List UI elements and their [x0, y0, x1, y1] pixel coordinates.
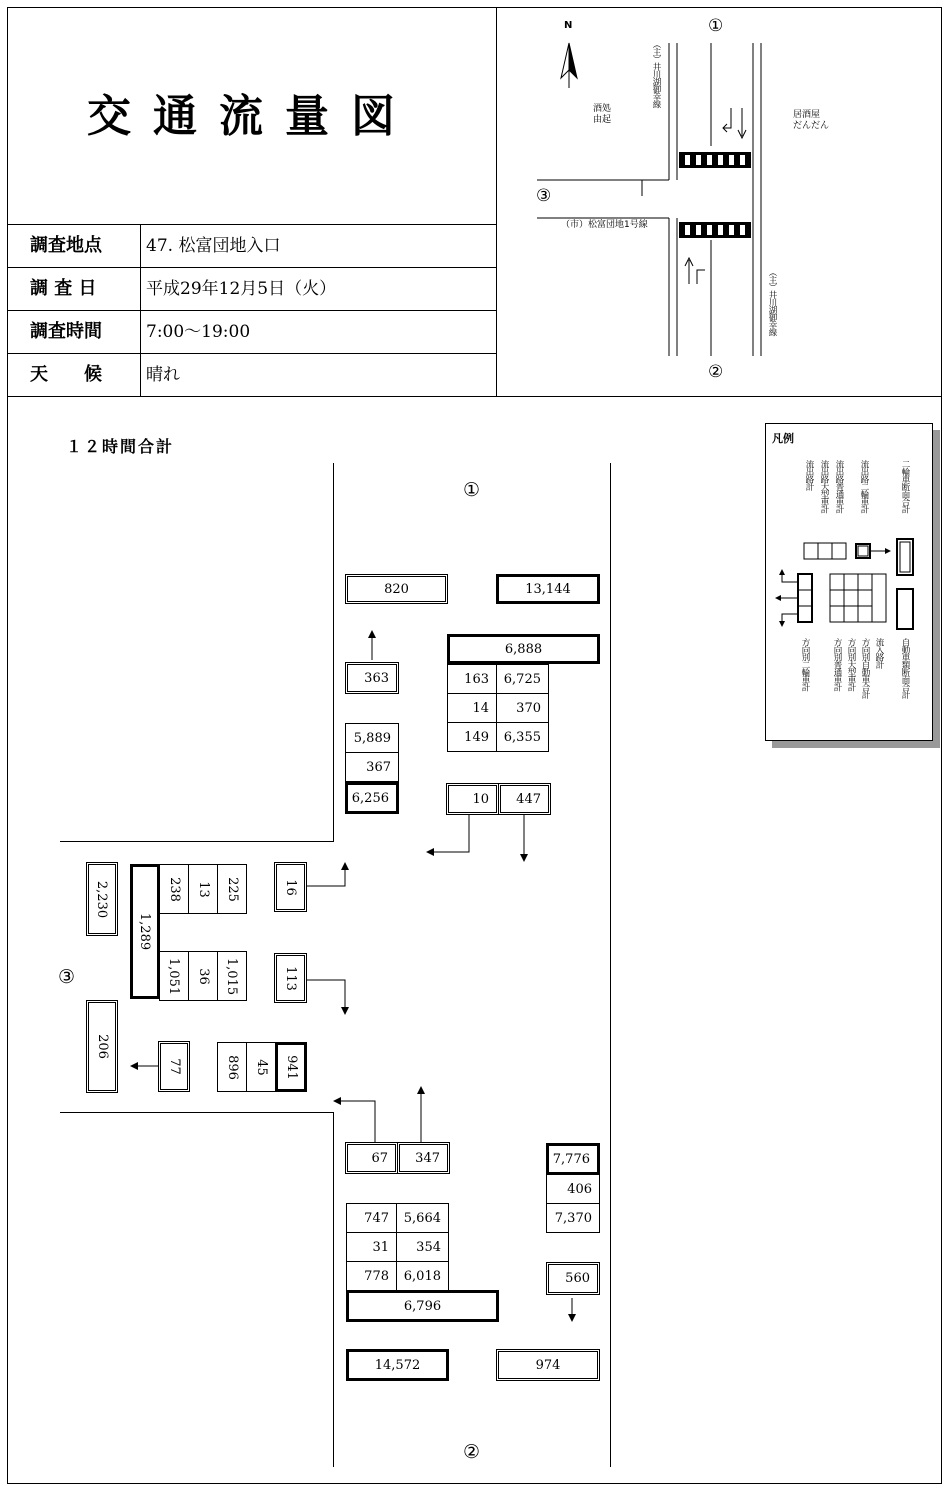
- approach-1-label: ①: [463, 479, 481, 501]
- a2-outflow-total: 7,776: [546, 1143, 600, 1175]
- a2-cell: 354: [396, 1232, 449, 1262]
- legend-panel: [765, 423, 933, 741]
- a3-cell: 36: [188, 951, 218, 1001]
- a3-cross-bike-total: 2,230: [86, 862, 118, 936]
- a2-outflow-bike-total: 974: [496, 1349, 600, 1381]
- a3-cell: 238: [159, 864, 189, 914]
- a3-cross-auto-total: 206: [86, 1000, 118, 1093]
- legend-label: 流出路大型車計: [819, 460, 829, 513]
- map-approach-1: ①: [708, 16, 724, 36]
- legend-label: 方向別大型車計: [846, 638, 856, 691]
- legend-title: 凡例: [772, 432, 794, 445]
- a1-cell: 163: [447, 664, 497, 694]
- info-label: 調査時間: [8, 311, 141, 353]
- a2-bike-down: 560: [546, 1262, 600, 1295]
- a3-bike-down: 113: [274, 953, 307, 1003]
- info-value: 7:00〜19:00: [146, 322, 251, 342]
- map-landmark-right: 居酒屋 だんだん: [793, 110, 830, 131]
- legend-label: 流入路計: [874, 638, 884, 668]
- section-title: １２時間合計: [66, 437, 175, 456]
- a2-cell: 6,018: [396, 1261, 449, 1291]
- a3-outflow-bike: 77: [158, 1041, 190, 1092]
- map-approach-3: ③: [536, 186, 552, 206]
- legend-label: 方向別普通車計: [832, 638, 842, 691]
- a3-inflow-total: 1,289: [130, 864, 160, 999]
- approach-3-label: ③: [58, 966, 76, 988]
- a2-cell: 5,664: [396, 1203, 449, 1233]
- map-road-main-bottom: （主）井川湖御幸線: [767, 268, 777, 336]
- legend-label: 流出路普通車計: [834, 460, 844, 513]
- map-approach-2: ②: [708, 362, 724, 382]
- a1-outflow-total: 6,256: [345, 782, 399, 814]
- a1-cell: 149: [447, 722, 497, 752]
- approach-2-label: ②: [463, 1441, 481, 1463]
- a1-cell: 6,355: [496, 722, 549, 752]
- a3-cell: 1,051: [159, 951, 189, 1001]
- legend-label: 自動車類断面合計: [900, 638, 910, 698]
- legend-symbols: [766, 534, 932, 634]
- legend-label: 二輪車断面合計: [900, 460, 910, 513]
- a1-turn-bike: 363: [345, 662, 399, 694]
- a2-outflow-cell: 406: [546, 1174, 600, 1204]
- a3-bike-up: 16: [274, 862, 307, 912]
- a1-cross-auto-total: 13,144: [496, 574, 600, 604]
- map-landmark-left: 酒処 由起: [593, 104, 612, 125]
- map-road-main-top: （主）井川湖御幸線: [651, 40, 661, 108]
- legend-label: 方向別二輪車計: [800, 638, 810, 691]
- legend-label: 流出路計: [804, 460, 814, 490]
- legend-label: 流出路二輪車計: [859, 460, 869, 513]
- a3-cell: 13: [188, 864, 218, 914]
- info-value: 平成29年12月5日（火）: [146, 279, 337, 299]
- legend-label: 方向別自動車合計: [860, 638, 870, 698]
- a1-dir-bike: 447: [498, 783, 551, 815]
- info-value: 晴れ: [146, 365, 180, 385]
- a2-cell: 747: [346, 1203, 397, 1233]
- a3-cell: 225: [217, 864, 247, 914]
- a3-outflow-cell: 45: [246, 1042, 276, 1092]
- a2-cross-auto-total: 14,572: [346, 1349, 449, 1381]
- info-label: 調査地点: [8, 225, 141, 267]
- a1-outflow-cell: 5,889: [345, 723, 399, 753]
- a2-dir-bike: 67: [345, 1142, 398, 1174]
- a3-outflow-cell: 896: [217, 1042, 247, 1092]
- a1-cell: 6,725: [496, 664, 549, 694]
- a1-dir-bike: 10: [446, 783, 499, 815]
- a2-inflow-total: 6,796: [346, 1290, 499, 1322]
- map-road-side: （市）松富団地1号線: [561, 220, 648, 230]
- info-value: 47. 松富団地入口: [146, 236, 281, 256]
- a1-outflow-cell: 367: [345, 752, 399, 782]
- a2-cell: 31: [346, 1232, 397, 1262]
- a3-outflow-total: 941: [275, 1042, 307, 1092]
- page-title: 交通流量図: [87, 91, 417, 142]
- a1-inflow-total: 6,888: [447, 634, 600, 664]
- info-label: 天 候: [8, 354, 141, 396]
- north-label: N: [564, 20, 573, 31]
- a3-cell: 1,015: [217, 951, 247, 1001]
- info-label: 調 査 日: [8, 268, 141, 310]
- a1-cell: 370: [496, 693, 549, 723]
- a1-cell: 14: [447, 693, 497, 723]
- a2-cell: 778: [346, 1261, 397, 1291]
- a1-outflow-bike-total: 820: [345, 574, 448, 604]
- a2-dir-bike: 347: [397, 1142, 450, 1174]
- a2-outflow-cell: 7,370: [546, 1203, 600, 1233]
